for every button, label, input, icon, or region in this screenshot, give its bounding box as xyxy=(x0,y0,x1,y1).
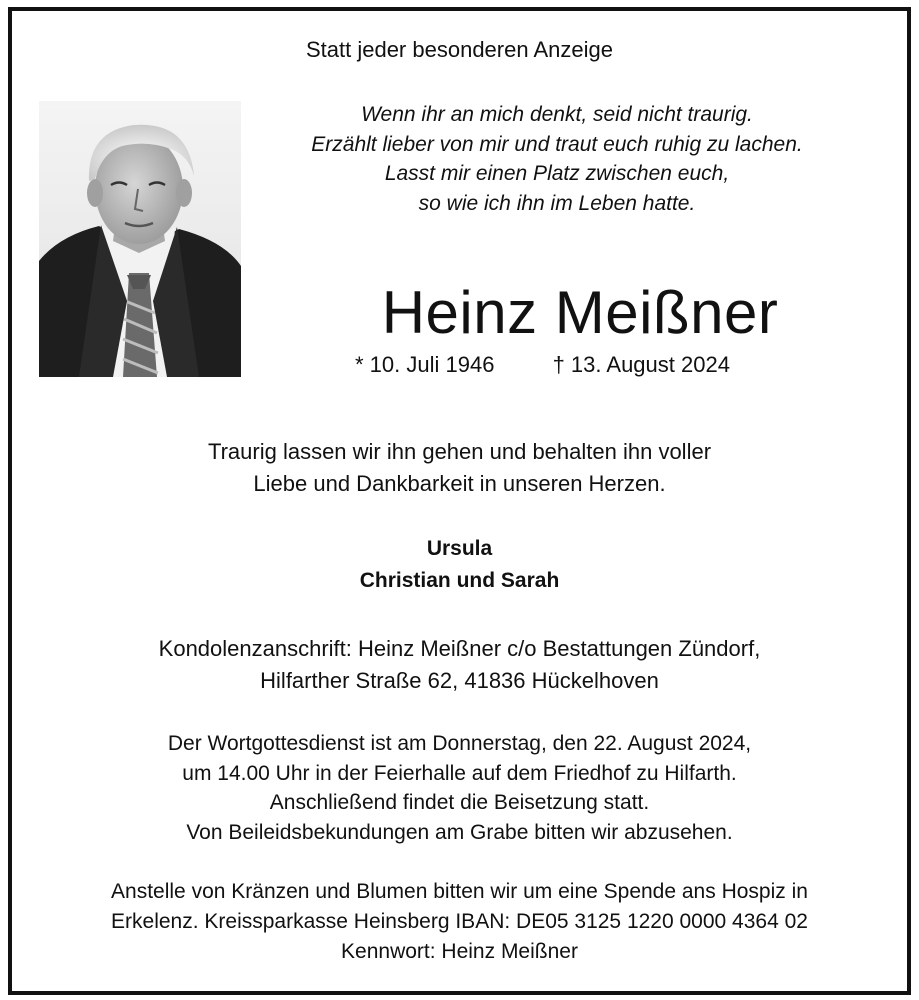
service-line: Von Beileidsbekundungen am Grabe bitten wir abzusehen. xyxy=(186,820,733,844)
poem-line: so wie ich ihn im Leben hatte. xyxy=(418,191,696,215)
service-line: Anschließend findet die Beisetzung statt. xyxy=(269,791,650,814)
grief-text xyxy=(0,436,919,500)
poem-line: Wenn ihr an mich denkt, seid nicht traurig. xyxy=(361,103,753,126)
donation-info xyxy=(0,877,919,967)
intro-line: Statt jeder besonderen Anzeige xyxy=(305,37,613,62)
family-names xyxy=(0,533,919,597)
service-line: Der Wortgottesdienst ist am Donnerstag, den 22. August 2024, xyxy=(167,732,752,755)
donation-line: Erkelenz. Kreissparkasse Heinsberg IBAN: DE05 3125 1220 0000 4364 02 xyxy=(111,910,808,933)
donation-line: Anstelle von Kränzen und Blumen bitten wir um eine Spende ans Hospiz in xyxy=(111,880,808,903)
condolence-address xyxy=(0,633,919,697)
birth-date: * 10. Juli 1946 xyxy=(355,352,495,377)
condolence-line: Kondolenzanschrift: Heinz Meißner c/o Bestattungen Zündorf, xyxy=(158,636,761,661)
condolence-line: Hilfarther Straße 62, 41836 Hückelhoven xyxy=(260,668,659,693)
donation-line: Kennwort: Heinz Meißner xyxy=(341,940,578,963)
grief-line: Traurig lassen wir ihn gehen und behalten ihn voller xyxy=(207,439,712,464)
service-line: um 14.00 Uhr in der Feierhalle auf dem Friedhof zu Hilfarth. xyxy=(182,761,737,785)
service-info xyxy=(0,729,919,847)
grief-line: Liebe und Dankbarkeit in unseren Herzen. xyxy=(253,471,666,496)
life-dates xyxy=(340,352,860,378)
portrait-photo xyxy=(39,101,241,377)
deceased-name: Heinz Meißner xyxy=(381,279,779,346)
poem-line: Erzählt lieber von mir und traut euch ruhig zu lachen. xyxy=(311,132,803,156)
portrait-image xyxy=(39,101,241,377)
poem-line: Lasst mir einen Platz zwischen euch, xyxy=(384,162,730,185)
poem xyxy=(262,100,852,218)
death-date: † 13. August 2024 xyxy=(552,352,730,377)
family-line: Christian und Sarah xyxy=(359,569,560,592)
family-line: Ursula xyxy=(426,537,493,560)
